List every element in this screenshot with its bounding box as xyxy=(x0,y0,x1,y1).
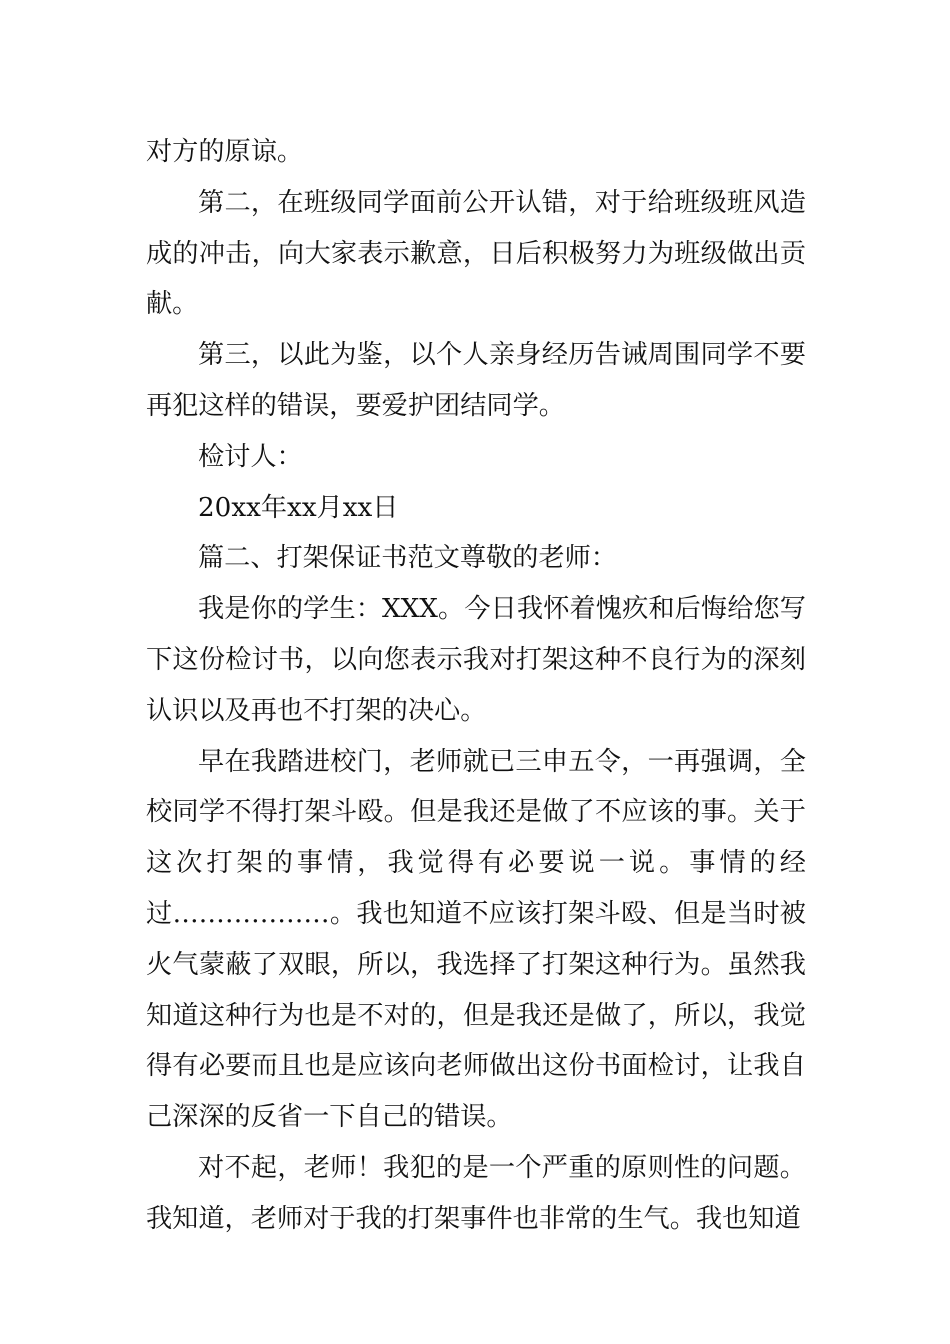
section-heading: 篇二、打架保证书范文尊敬的老师： xyxy=(198,543,617,574)
paragraph-intro: 我是你的学生：XXX。今日我怀着愧疚和后悔给您写下这份检讨书，以向您表示我对打架这种不良行为的深刻认识以及再也不打架的决心。 xyxy=(146,594,806,726)
document-body xyxy=(146,127,806,1245)
paragraph-incident: 早在我踏进校门，老师就已三申五令，一再强调，全校同学不得打架斗殴。但是我还是做了不应该的事。关于这次打架的事情，我觉得有必要说一说。事情的经过………………。我也知道不应该打架斗殴、但是当时被火气蒙蔽了双眼，所以，我选择了打架这种行为。虽然我知道这种行为也是不对的，但是我还是做了，所以，我觉得有必要而且也是应该向老师做出这份书面检讨，让我自己深深的反省一下自己的错误。 xyxy=(146,746,806,1133)
paragraph-third-point: 第三，以此为鉴，以个人亲身经历告诫周围同学不要再犯这样的错误，要爱护团结同学。 xyxy=(146,340,806,421)
signature-label: 检讨人： xyxy=(198,441,303,472)
date-line: 20xx年xx月xx日 xyxy=(198,492,399,523)
paragraph-continuation: 对方的原谅。 xyxy=(146,137,304,167)
paragraph-apology: 对不起，老师！我犯的是一个严重的原则性的问题。我知道，老师对于我的打架事件也非常的生气。我也知道 xyxy=(146,1152,806,1234)
paragraph-second-point: 第二，在班级同学面前公开认错，对于给班级班风造成的冲击，向大家表示歉意，日后积极努力为班级做出贡献。 xyxy=(146,187,806,320)
